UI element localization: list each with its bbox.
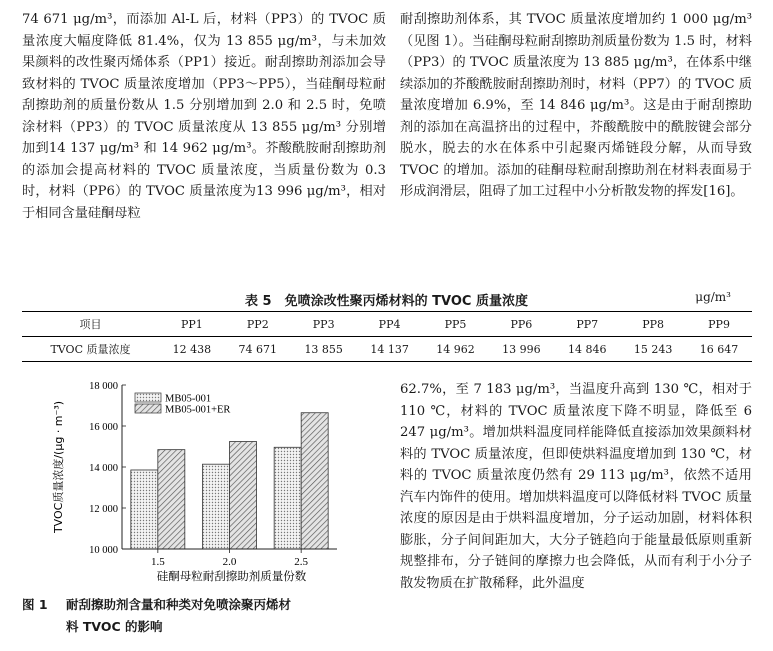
table-unit: μg/m³ (695, 290, 731, 304)
y-tick-label: 10 000 (89, 545, 118, 556)
table-cell: 16 647 (699, 342, 739, 356)
bar (301, 413, 328, 549)
table-title: 表 5 免喷涂改性聚丙烯材料的 TVOC 质量浓度 (245, 294, 528, 309)
table-5 (22, 311, 752, 362)
body-column-right-bottom (400, 379, 752, 594)
legend-swatch (135, 393, 161, 402)
bar (203, 464, 230, 549)
table-header-sample: PP2 (246, 317, 269, 331)
y-tick-label: 16 000 (89, 422, 118, 433)
bar (131, 470, 158, 549)
table-cell: 74 671 (238, 342, 278, 356)
x-tick-label: 2.5 (294, 556, 309, 568)
table-cell: 15 243 (633, 342, 673, 356)
table-header-sample: PP9 (708, 317, 730, 331)
figure-caption-line: 耐刮擦助剂含量和种类对免喷涂聚丙烯材 (66, 597, 292, 612)
table-cell: 14 962 (436, 342, 475, 356)
paragraph: 74 671 μg/m³，而添加 Al-L 后，材料（PP3）的 TVOC 质量浓度大幅度降低 81.4%，仅为 13 855 μg/m³，与未加效果颜料的改性聚丙烯体系（PP1）接近。耐刮擦助剂添加会导致材料的 TVOC 质量浓度增加（PP3～PP5），当硅酮母粒耐刮擦助剂的质量份数从 1.5 分别增加到 2.0 和 2.5 时，免喷涂材料（PP3）的 TVOC 质量浓度从 13 855 μg/m³ 分别增加到14 137 μg/m³ 和 14 962 μg/m³。芥酸酰胺耐刮擦助剂的添加会提高材料的 TVOC 质量浓度，当质量份数为 0.3 时，材料（PP6）的 TVOC 质量浓度为13 996 μg/m³，相对于相同含量硅酮母粒 (22, 12, 386, 221)
figure-1-bar-chart (22, 372, 352, 587)
x-axis-label: 硅酮母粒耐刮擦助剂质量份数 (156, 569, 307, 583)
table-header-sample: PP8 (642, 317, 665, 331)
paragraph: 62.7%，至 7 183 μg/m³，当温度升高到 130 ℃，相对于 110 ℃，材料的 TVOC 质量浓度下降不明显，降低至 6 247 μg/m³。增加烘料温度同样能降低直接添加效果颜料材料的 TVOC 质量浓度，但即使烘料温度增加到 130 ℃，材料的 TVOC 质量浓度仍然有 29 113 μg/m³，依然不适用汽车内饰件的使用。增加烘料温度可以降低材料 TVOC 质量浓度的原因是由于烘料温度增加，分子运动加剧，材料体积膨胀，分子间间距加大，大分子链趋向于能量最低原则重新规整排布，分子链间的摩擦力也会降低，从而有利于小分子散发物质在扩散稀释，此外温度 (400, 382, 752, 591)
table-row-label: TVOC 质量浓度 (50, 343, 131, 356)
table-cell: 13 855 (304, 342, 343, 356)
legend-swatch (135, 404, 161, 413)
table-header-sample: PP3 (312, 317, 335, 331)
body-column-right-top (400, 9, 752, 203)
legend-label: MB05-001 (165, 393, 212, 405)
figure-caption-line: 料 TVOC 的影响 (66, 619, 163, 634)
table-row (22, 337, 752, 362)
paragraph: 耐刮擦助剂体系，其 TVOC 质量浓度增加约 1 000 μg/m³（见图 1）。当硅酮母粒耐刮擦助剂质量份数为 1.5 时，材料（PP3）的 TVOC 质量浓度为 13 885 μg/m³，在体系中继续添加的芥酸酰胺耐刮擦助剂时，材料（PP7）的 TVOC 质量浓度增加 6.9%，至 14 846 μg/m³。这是由于耐刮擦助剂的添加在高温挤出的过程中，芥酸酰胺中的酰胺键会部分脱水，脱去的水在体系中引起聚丙烯链段分解，从而导致 TVOC 的增加。添加的硅酮母粒耐刮擦助剂在材料表面易于形成润滑层，阻碍了加工过程中小分析散发物的挥发[16]。 (400, 12, 752, 199)
table-header-row (22, 312, 752, 337)
figure-caption (22, 594, 372, 638)
table-header-sample: PP4 (378, 317, 401, 331)
y-tick-label: 12 000 (89, 504, 118, 515)
y-tick-label: 14 000 (89, 463, 118, 474)
table-header-sample: PP6 (510, 317, 533, 331)
y-tick-label: 18 000 (89, 381, 118, 392)
table-cell: 13 996 (502, 342, 541, 356)
x-tick-label: 2.0 (222, 556, 237, 568)
bar (274, 447, 301, 549)
body-column-left-top (22, 9, 386, 224)
bar (158, 450, 185, 549)
table-cell: 14 137 (370, 342, 409, 356)
table-cell: 12 438 (172, 342, 212, 356)
x-tick-label: 1.5 (150, 556, 165, 568)
table-header-item: 项目 (79, 318, 102, 331)
table-header-sample: PP1 (181, 317, 203, 331)
table-header-sample: PP7 (576, 317, 599, 331)
table-cell: 14 846 (568, 342, 607, 356)
table-header-sample: PP5 (444, 317, 467, 331)
figure-number: 图 1 (22, 597, 48, 612)
legend-label: MB05-001+ER (165, 404, 231, 416)
y-axis-label: TVOC质量浓度/(μg · m⁻³) (52, 400, 65, 534)
bar (230, 442, 257, 549)
